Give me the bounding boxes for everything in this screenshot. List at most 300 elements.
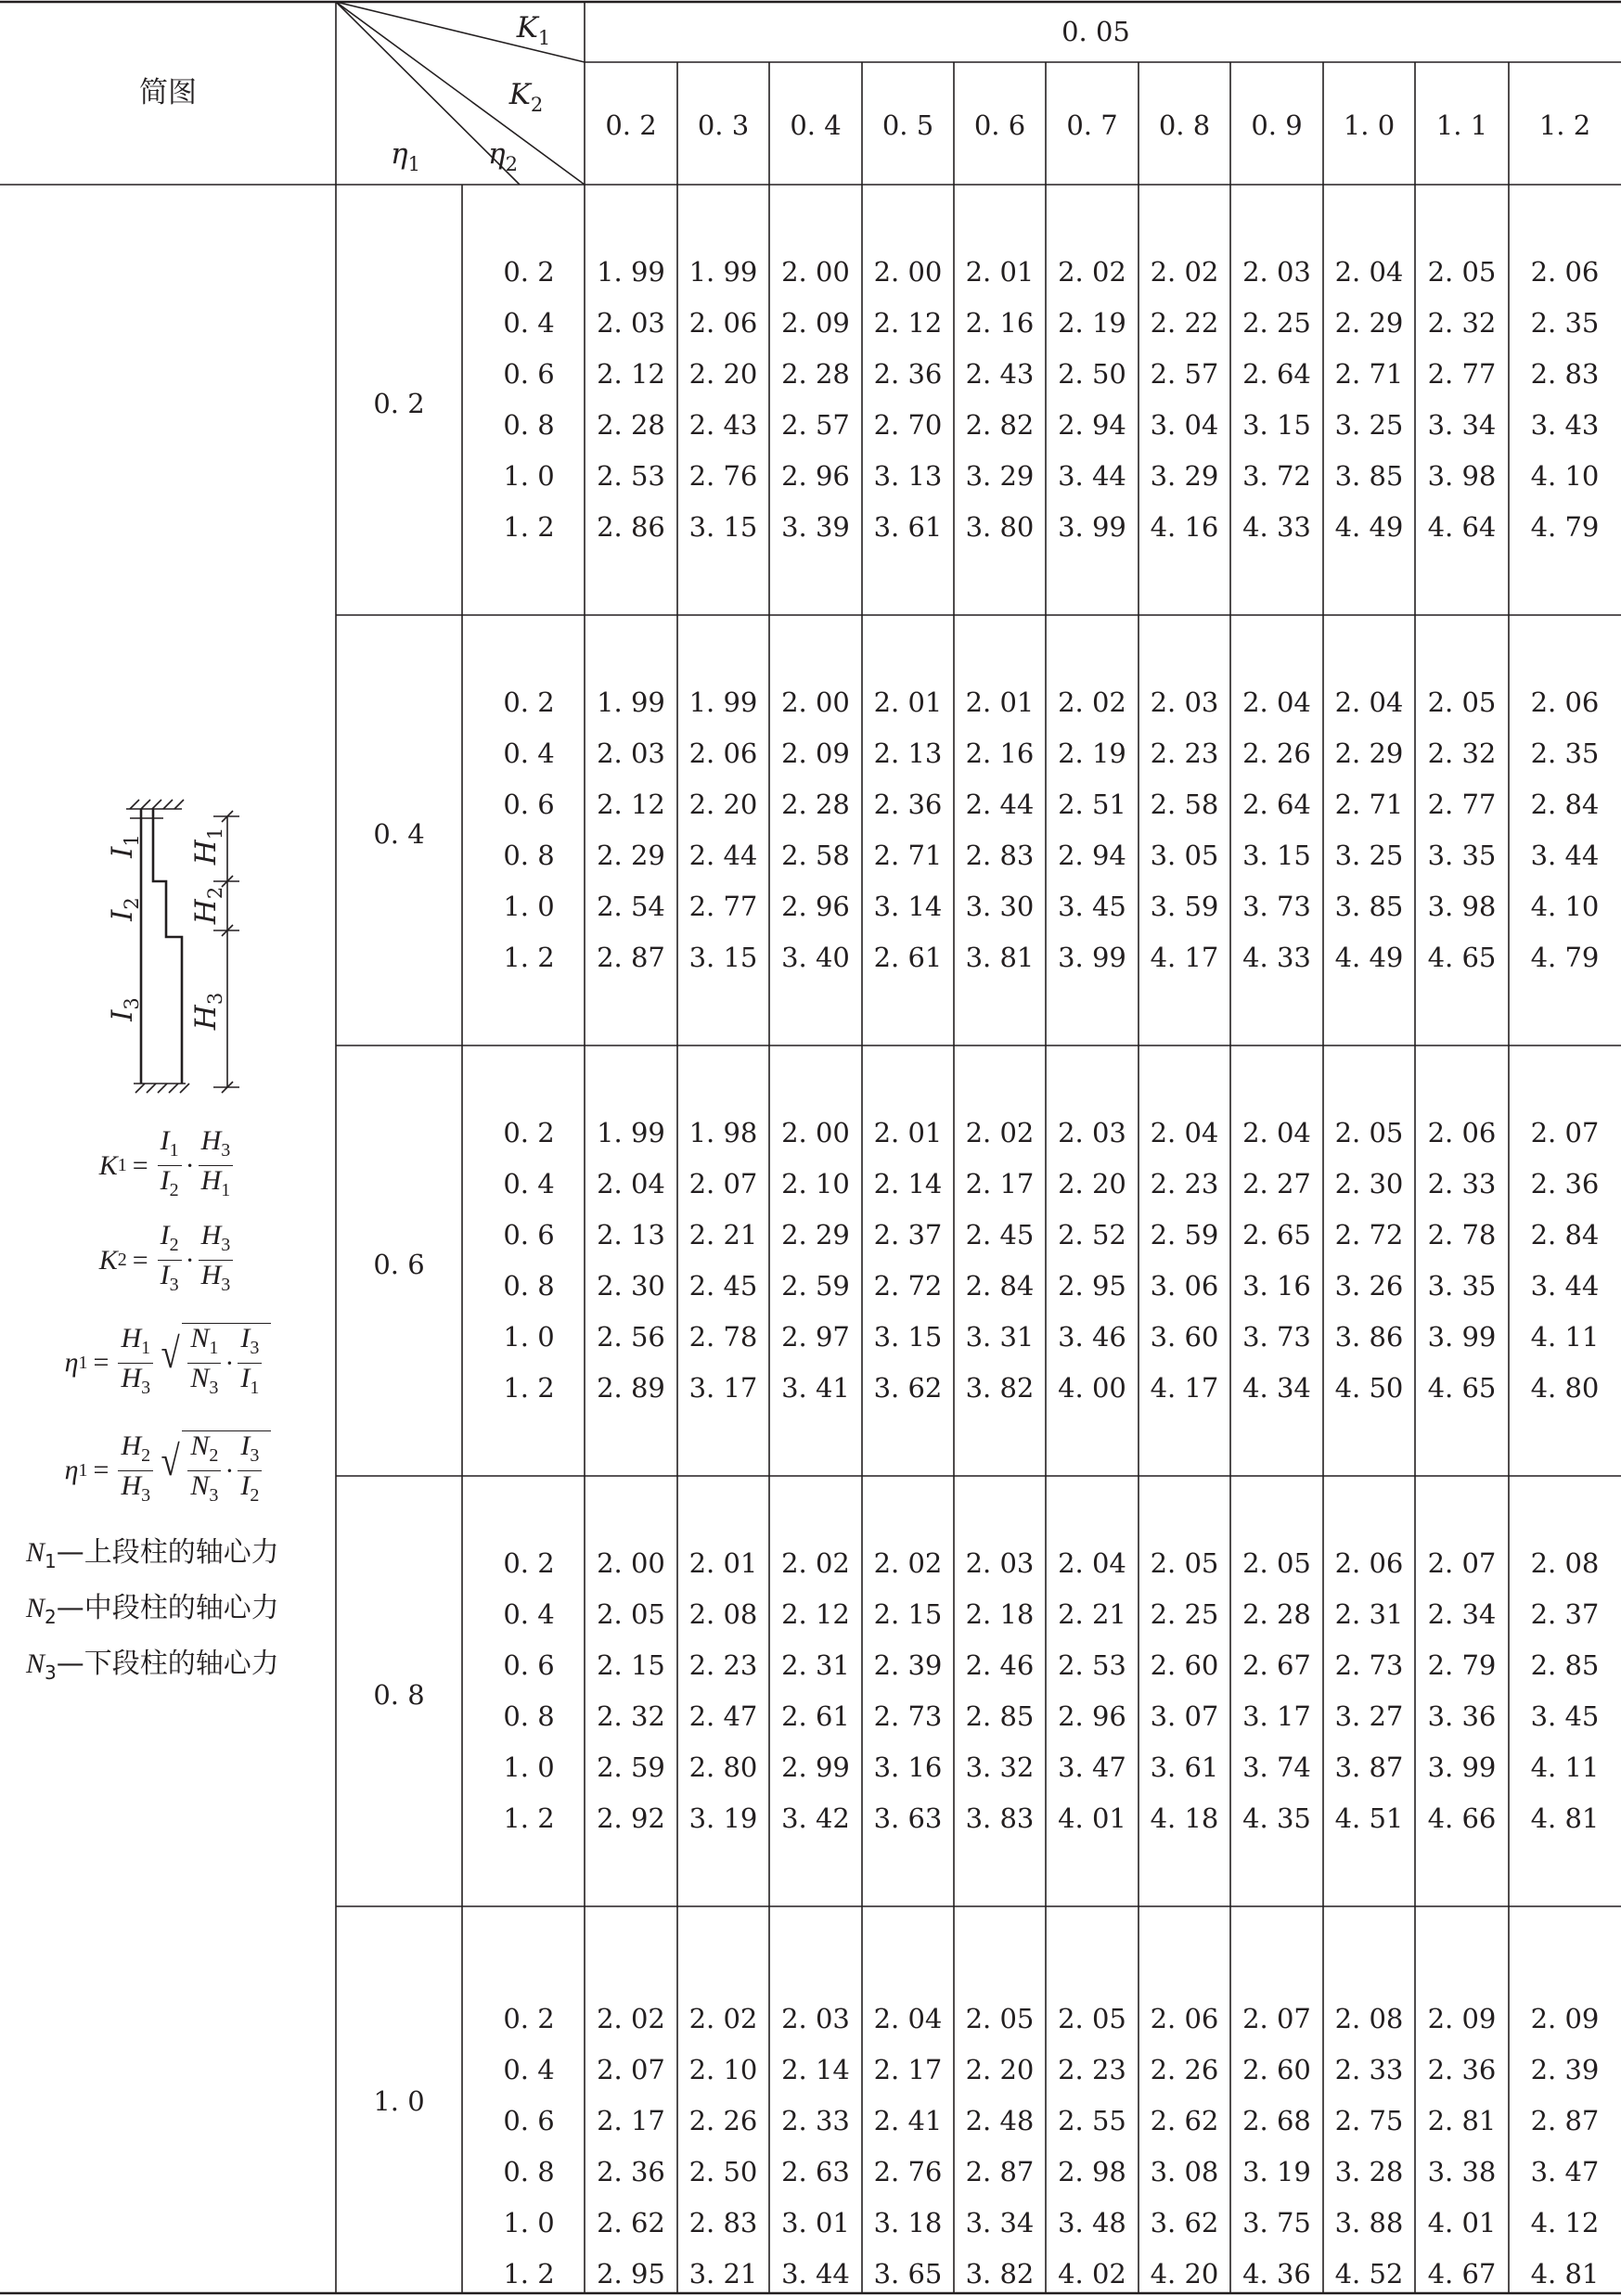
table-cell: 4. 12: [1530, 2207, 1600, 2238]
eta2-value: 0. 4: [503, 738, 555, 769]
table-row: [503, 1802, 1599, 1834]
table-cell: 3. 82: [965, 2258, 1035, 2290]
table-cell: 2. 45: [965, 1219, 1035, 1251]
table-cell: 2. 23: [688, 1649, 758, 1681]
table-cell: 2. 25: [1242, 307, 1311, 339]
table-cell: 2. 65: [1242, 1219, 1311, 1251]
table-cell: 3. 44: [1058, 460, 1126, 492]
table-cell: 2. 01: [688, 1547, 758, 1579]
k2-column-header: 1. 0: [1343, 109, 1396, 141]
table-cell: 3. 05: [1150, 840, 1219, 871]
table-cell: 2. 04: [873, 2003, 943, 2034]
eta2-value: 0. 2: [503, 2003, 555, 2034]
table-cell: 3. 42: [781, 1802, 850, 1834]
table-cell: 2. 00: [873, 256, 943, 288]
table-cell: 2. 83: [688, 2207, 758, 2238]
table-cell: 2. 16: [965, 738, 1035, 769]
eta1-value: 1. 0: [373, 2085, 425, 2117]
table-cell: 2. 33: [781, 2105, 850, 2136]
table-cell: 3. 62: [873, 1372, 943, 1404]
table-row: [503, 1372, 1599, 1404]
table-cell: 3. 85: [1334, 460, 1404, 492]
table-cell: 2. 05: [965, 2003, 1035, 2034]
eta1-value: 0. 8: [373, 1679, 425, 1711]
table-row: [503, 2105, 1599, 2136]
table-cell: 2. 48: [965, 2105, 1035, 2136]
table-cell: 2. 22: [1150, 307, 1219, 339]
table-cell: 4. 81: [1530, 2258, 1600, 2290]
eta1-value: 0. 4: [373, 818, 425, 850]
table-cell: 4. 35: [1242, 1802, 1311, 1834]
table-cell: 2. 50: [688, 2156, 758, 2187]
table-row: [503, 2258, 1599, 2290]
eta1-value: 0. 6: [373, 1249, 425, 1280]
table-cell: 2. 63: [781, 2156, 850, 2187]
eta2-value: 1. 2: [503, 942, 555, 973]
table-cell: 2. 03: [597, 307, 665, 339]
table-row: [503, 789, 1599, 820]
eta2-axis-label: $\eta_2$: [488, 137, 518, 175]
table-cell: 3. 99: [1058, 942, 1126, 973]
table-cell: 2. 58: [1150, 789, 1219, 820]
eta2-value: 0. 2: [503, 256, 555, 288]
table-cell: 3. 19: [688, 1802, 758, 1834]
table-cell: 2. 06: [1427, 1117, 1497, 1148]
table-row: [503, 1700, 1599, 1732]
table-cell: 4. 18: [1150, 1802, 1219, 1834]
table-cell: 2. 05: [1242, 1547, 1311, 1579]
table-cell: 3. 15: [688, 942, 758, 973]
table-cell: 2. 31: [781, 1649, 850, 1681]
table-cell: 2. 28: [781, 358, 850, 390]
table-cell: 3. 25: [1334, 840, 1404, 871]
table-cell: 4. 10: [1530, 891, 1600, 922]
table-row: [503, 1117, 1599, 1148]
table-cell: 2. 14: [781, 2054, 850, 2085]
table-cell: 3. 41: [781, 1372, 850, 1404]
table-cell: 1. 99: [688, 686, 758, 718]
table-cell: 3. 16: [873, 1751, 943, 1783]
table-cell: 2. 36: [1530, 1168, 1600, 1199]
table-cell: 2. 96: [781, 891, 850, 922]
table-cell: 3. 86: [1334, 1321, 1404, 1353]
table-cell: 2. 77: [1427, 358, 1497, 390]
table-cell: 2. 71: [1334, 789, 1404, 820]
table-cell: 4. 80: [1530, 1372, 1600, 1404]
table-cell: 3. 34: [965, 2207, 1035, 2238]
table-cell: 2. 06: [688, 307, 758, 339]
table-cell: 2. 30: [597, 1270, 665, 1302]
table-cell: 3. 81: [965, 942, 1035, 973]
table-cell: 2. 87: [965, 2156, 1035, 2187]
table-cell: 2. 08: [1530, 1547, 1600, 1579]
table-cell: 2. 02: [781, 1547, 850, 1579]
formula-k2: K 2 = $\frac{I_2}{I_3}$ · $\frac{H_3}{H_3}$: [0, 1221, 336, 1300]
table-cell: 2. 07: [1530, 1117, 1600, 1148]
table-cell: 2. 06: [1150, 2003, 1219, 2034]
table-cell: 2. 58: [781, 840, 850, 871]
table-cell: 2. 43: [688, 409, 758, 441]
table-row: [503, 2054, 1599, 2085]
table-cell: 2. 59: [1150, 1219, 1219, 1251]
table-cell: 2. 82: [965, 409, 1035, 441]
table-cell: 1. 99: [597, 256, 665, 288]
table-cell: 3. 83: [965, 1802, 1035, 1834]
table-cell: 3. 85: [1334, 891, 1404, 922]
table-cell: 2. 55: [1058, 2105, 1126, 2136]
table-cell: 2. 13: [873, 738, 943, 769]
table-cell: 4. 02: [1058, 2258, 1126, 2290]
table-cell: 4. 52: [1334, 2258, 1404, 2290]
table-cell: 2. 03: [781, 2003, 850, 2034]
table-cell: 2. 05: [1150, 1547, 1219, 1579]
table-cell: 4. 17: [1150, 942, 1219, 973]
table-row: [503, 738, 1599, 769]
k2-axis-label: $K_2$: [508, 78, 544, 116]
table-row: [503, 409, 1599, 441]
table-cell: 2. 01: [965, 686, 1035, 718]
table-cell: 2. 12: [597, 789, 665, 820]
eta2-value: 1. 0: [503, 460, 555, 492]
table-cell: 2. 03: [965, 1547, 1035, 1579]
table-cell: 2. 07: [688, 1168, 758, 1199]
table-cell: 2. 85: [965, 1700, 1035, 1732]
k1-axis-label: $K_1$: [516, 11, 551, 49]
table-cell: 2. 57: [1150, 358, 1219, 390]
table-cell: 2. 01: [873, 686, 943, 718]
table-cell: 2. 19: [1058, 738, 1126, 769]
table-cell: 2. 87: [597, 942, 665, 973]
k2-column-header: 1. 1: [1435, 109, 1488, 141]
table-cell: 2. 84: [1530, 789, 1600, 820]
table-cell: 2. 76: [688, 460, 758, 492]
table-cell: 2. 03: [1058, 1117, 1126, 1148]
table-cell: 3. 99: [1058, 511, 1126, 543]
table-cell: 3. 04: [1150, 409, 1219, 441]
table-cell: 3. 43: [1530, 409, 1600, 441]
table-cell: 2. 04: [1334, 256, 1404, 288]
table-cell: 3. 59: [1150, 891, 1219, 922]
table-cell: 2. 60: [1150, 1649, 1219, 1681]
note-n3: $N_3—$下段柱的轴心力: [26, 1648, 279, 1684]
k2-column-header: 0. 6: [973, 109, 1026, 141]
table-cell: 2. 04: [597, 1168, 665, 1199]
table-cell: 2. 53: [1058, 1649, 1126, 1681]
table-cell: 1. 99: [597, 686, 665, 718]
table-cell: 3. 47: [1058, 1751, 1126, 1783]
table-cell: 3. 45: [1058, 891, 1126, 922]
table-cell: 2. 97: [781, 1321, 850, 1353]
table-cell: 2. 80: [688, 1751, 758, 1783]
table-cell: 4. 10: [1530, 460, 1600, 492]
table-cell: 2. 15: [873, 1598, 943, 1630]
table-cell: 2. 61: [873, 942, 943, 973]
eta2-value: 0. 6: [503, 789, 555, 820]
k2-column-header: 0. 4: [790, 109, 842, 141]
table-row: [503, 1270, 1599, 1302]
table-cell: 2. 73: [873, 1700, 943, 1732]
table-cell: 4. 49: [1334, 511, 1404, 543]
table-cell: 2. 01: [873, 1117, 943, 1148]
table-cell: 3. 15: [688, 511, 758, 543]
table-cell: 2. 02: [873, 1547, 943, 1579]
table-cell: 2. 85: [1530, 1649, 1600, 1681]
eta2-value: 1. 2: [503, 1372, 555, 1404]
table-cell: 2. 61: [781, 1700, 850, 1732]
table-cell: 3. 44: [781, 2258, 850, 2290]
table-cell: 2. 32: [1427, 307, 1497, 339]
table-cell: 2. 50: [1058, 358, 1126, 390]
table-cell: 2. 05: [597, 1598, 665, 1630]
table-cell: 2. 28: [1242, 1598, 1311, 1630]
table-cell: 2. 05: [1427, 686, 1497, 718]
table-cell: 2. 26: [688, 2105, 758, 2136]
table-cell: 2. 46: [965, 1649, 1035, 1681]
table-cell: 2. 07: [1427, 1547, 1497, 1579]
table-cell: 2. 44: [965, 789, 1035, 820]
table-cell: 2. 07: [597, 2054, 665, 2085]
table-cell: 2. 02: [1058, 256, 1126, 288]
table-cell: 2. 30: [1334, 1168, 1404, 1199]
table-row: [503, 891, 1599, 922]
table-cell: 3. 73: [1242, 891, 1311, 922]
table-cell: 2. 60: [1242, 2054, 1311, 2085]
table-cell: 4. 66: [1427, 1802, 1497, 1834]
table-cell: 3. 87: [1334, 1751, 1404, 1783]
sketch-label-h2: $H_2$: [189, 886, 226, 925]
table-cell: 2. 06: [1530, 686, 1600, 718]
table-cell: 3. 26: [1334, 1270, 1404, 1302]
table-cell: 2. 64: [1242, 789, 1311, 820]
sketch-label-i2: $I_2$: [106, 897, 143, 921]
table-cell: 3. 17: [1242, 1700, 1311, 1732]
table-cell: 3. 60: [1150, 1321, 1219, 1353]
table-cell: 2. 29: [1334, 738, 1404, 769]
table-cell: 2. 36: [597, 2156, 665, 2187]
table-cell: 2. 10: [688, 2054, 758, 2085]
table-cell: 3. 65: [873, 2258, 943, 2290]
table-cell: 2. 95: [1058, 1270, 1126, 1302]
table-cell: 4. 01: [1427, 2207, 1497, 2238]
table-cell: 2. 17: [965, 1168, 1035, 1199]
table-cell: 4. 65: [1427, 942, 1497, 973]
table-cell: 2. 84: [965, 1270, 1035, 1302]
table-row: [503, 2003, 1599, 2034]
table-cell: 2. 21: [688, 1219, 758, 1251]
table-cell: 2. 20: [688, 789, 758, 820]
table-cell: 2. 06: [1530, 256, 1600, 288]
table-cell: 2. 36: [873, 789, 943, 820]
table-cell: 2. 03: [1150, 686, 1219, 718]
table-cell: 4. 81: [1530, 1802, 1600, 1834]
table-cell: 2. 52: [1058, 1219, 1126, 1251]
table-cell: 2. 10: [781, 1168, 850, 1199]
table-cell: 4. 50: [1334, 1372, 1404, 1404]
table-cell: 2. 29: [1334, 307, 1404, 339]
table-cell: 2. 04: [1150, 1117, 1219, 1148]
table-cell: 2. 33: [1427, 1168, 1497, 1199]
table-cell: 3. 99: [1427, 1321, 1497, 1353]
table-cell: 3. 31: [965, 1321, 1035, 1353]
table-cell: 3. 88: [1334, 2207, 1404, 2238]
table-cell: 2. 56: [597, 1321, 665, 1353]
table-cell: 3. 27: [1334, 1700, 1404, 1732]
eta2-value: 0. 6: [503, 1219, 555, 1251]
column-sketch: [106, 800, 239, 1093]
table-cell: 2. 44: [688, 840, 758, 871]
table-cell: 2. 00: [597, 1547, 665, 1579]
table-cell: 2. 21: [1058, 1598, 1126, 1630]
table-cell: 3. 13: [873, 460, 943, 492]
sketch-label-i3: $I_3$: [106, 997, 143, 1021]
table-cell: 2. 20: [1058, 1168, 1126, 1199]
table-cell: 3. 32: [965, 1751, 1035, 1783]
table-cell: 2. 77: [1427, 789, 1497, 820]
table-cell: 2. 08: [688, 1598, 758, 1630]
table-cell: 2. 96: [781, 460, 850, 492]
table-cell: 2. 53: [597, 460, 665, 492]
table-cell: 4. 49: [1334, 942, 1404, 973]
table-cell: 2. 31: [1334, 1598, 1404, 1630]
table-cell: 3. 39: [781, 511, 850, 543]
table-cell: 2. 02: [597, 2003, 665, 2034]
formula-eta1-a: η 1 = $\frac{H_1}{H_3}$ √ $\frac{N_1}{N_3}$ · $\frac{I_3}{I_1}$: [0, 1323, 336, 1403]
table-row: [503, 2156, 1599, 2187]
table-cell: 2. 14: [873, 1168, 943, 1199]
table-cell: 2. 95: [597, 2258, 665, 2290]
table-cell: 2. 20: [688, 358, 758, 390]
table-cell: 2. 09: [1530, 2003, 1600, 2034]
table-cell: 3. 98: [1427, 460, 1497, 492]
k1-value: 0. 05: [1061, 16, 1130, 47]
table-cell: 2. 29: [781, 1219, 850, 1251]
formula-k1: K 1 = $\frac{I_1}{I_2}$ · $\frac{H_3}{H_1}$: [0, 1126, 336, 1205]
table-row: [503, 1751, 1599, 1783]
table-cell: 2. 03: [1242, 256, 1311, 288]
eta2-value: 1. 2: [503, 511, 555, 543]
table-cell: 3. 14: [873, 891, 943, 922]
table-cell: 3. 63: [873, 1802, 943, 1834]
table-cell: 2. 84: [1530, 1219, 1600, 1251]
table-cell: 3. 47: [1530, 2156, 1600, 2187]
table-cell: 4. 01: [1058, 1802, 1126, 1834]
table-cell: 3. 07: [1150, 1700, 1219, 1732]
table-cell: 2. 25: [1150, 1598, 1219, 1630]
table-cell: 2. 79: [1427, 1649, 1497, 1681]
table-cell: 2. 04: [1334, 686, 1404, 718]
table-cell: 2. 41: [873, 2105, 943, 2136]
table-cell: 3. 16: [1242, 1270, 1311, 1302]
k2-column-header: 0. 2: [605, 109, 657, 141]
k2-column-header: 0. 9: [1251, 109, 1303, 141]
eta2-value: 1. 0: [503, 1751, 555, 1783]
table-cell: 3. 44: [1530, 1270, 1600, 1302]
eta2-value: 0. 8: [503, 1700, 555, 1732]
table-cell: 2. 37: [873, 1219, 943, 1251]
table-cell: 2. 12: [781, 1598, 850, 1630]
table-cell: 2. 12: [873, 307, 943, 339]
eta2-value: 0. 4: [503, 307, 555, 339]
table-cell: 3. 08: [1150, 2156, 1219, 2187]
table-cell: 3. 61: [873, 511, 943, 543]
table-cell: 2. 09: [781, 738, 850, 769]
table-cell: 2. 07: [1242, 2003, 1311, 2034]
table-row: [503, 256, 1599, 288]
table-cell: 2. 35: [1530, 738, 1600, 769]
eta2-value: 0. 2: [503, 686, 555, 718]
sketch-label-h1: $H_1$: [189, 827, 226, 866]
table-cell: 2. 00: [781, 1117, 850, 1148]
table-cell: 2. 75: [1334, 2105, 1404, 2136]
table-cell: 2. 26: [1242, 738, 1311, 769]
table-cell: 3. 29: [1150, 460, 1219, 492]
table-cell: 2. 45: [688, 1270, 758, 1302]
table-cell: 2. 02: [688, 2003, 758, 2034]
table-row: [503, 1321, 1599, 1353]
table-cell: 2. 87: [1530, 2105, 1600, 2136]
table-cell: 2. 78: [688, 1321, 758, 1353]
table-cell: 3. 73: [1242, 1321, 1311, 1353]
table-cell: 2. 00: [781, 256, 850, 288]
table-cell: 2. 05: [1058, 2003, 1126, 2034]
table-cell: 2. 94: [1058, 409, 1126, 441]
stepped-column-outline: [141, 809, 182, 1084]
sketch-label-i1: $I_1$: [106, 834, 143, 858]
table-cell: 2. 86: [597, 511, 665, 543]
table-cell: 2. 62: [597, 2207, 665, 2238]
table-cell: 3. 21: [688, 2258, 758, 2290]
table-cell: 2. 78: [1427, 1219, 1497, 1251]
table-row: [503, 686, 1599, 718]
table-cell: 2. 32: [1427, 738, 1497, 769]
table-cell: 3. 82: [965, 1372, 1035, 1404]
table-cell: 2. 62: [1150, 2105, 1219, 2136]
table-cell: 2. 77: [688, 891, 758, 922]
table-cell: 2. 89: [597, 1372, 665, 1404]
table-row: [503, 1219, 1599, 1251]
table-cell: 2. 68: [1242, 2105, 1311, 2136]
table-cell: 3. 61: [1150, 1751, 1219, 1783]
table-cell: 2. 83: [1530, 358, 1600, 390]
table-cell: 3. 28: [1334, 2156, 1404, 2187]
table-cell: 2. 04: [1058, 1547, 1126, 1579]
table-cell: 2. 09: [781, 307, 850, 339]
table-cell: 2. 54: [597, 891, 665, 922]
table-cell: 3. 75: [1242, 2207, 1311, 2238]
table-cell: 2. 71: [873, 840, 943, 871]
k2-column-header: 0. 7: [1066, 109, 1118, 141]
table-cell: 4. 20: [1150, 2258, 1219, 2290]
table-cell: 3. 46: [1058, 1321, 1126, 1353]
table-cell: 3. 80: [965, 511, 1035, 543]
k2-column-header: 0. 5: [881, 109, 934, 141]
table-cell: 4. 64: [1427, 511, 1497, 543]
table-cell: 4. 67: [1427, 2258, 1497, 2290]
table-cell: 3. 18: [873, 2207, 943, 2238]
table-cell: 2. 98: [1058, 2156, 1126, 2187]
table-cell: 2. 64: [1242, 358, 1311, 390]
table-cell: 2. 27: [1242, 1168, 1311, 1199]
eta2-value: 0. 4: [503, 1168, 555, 1199]
table-cell: 2. 28: [781, 789, 850, 820]
table-cell: 2. 02: [1150, 256, 1219, 288]
table-cell: 2. 09: [1427, 2003, 1497, 2034]
eta2-value: 0. 8: [503, 1270, 555, 1302]
table-cell: 2. 70: [873, 409, 943, 441]
eta2-value: 1. 0: [503, 1321, 555, 1353]
table-cell: 2. 05: [1427, 256, 1497, 288]
table-cell: 3. 74: [1242, 1751, 1311, 1783]
